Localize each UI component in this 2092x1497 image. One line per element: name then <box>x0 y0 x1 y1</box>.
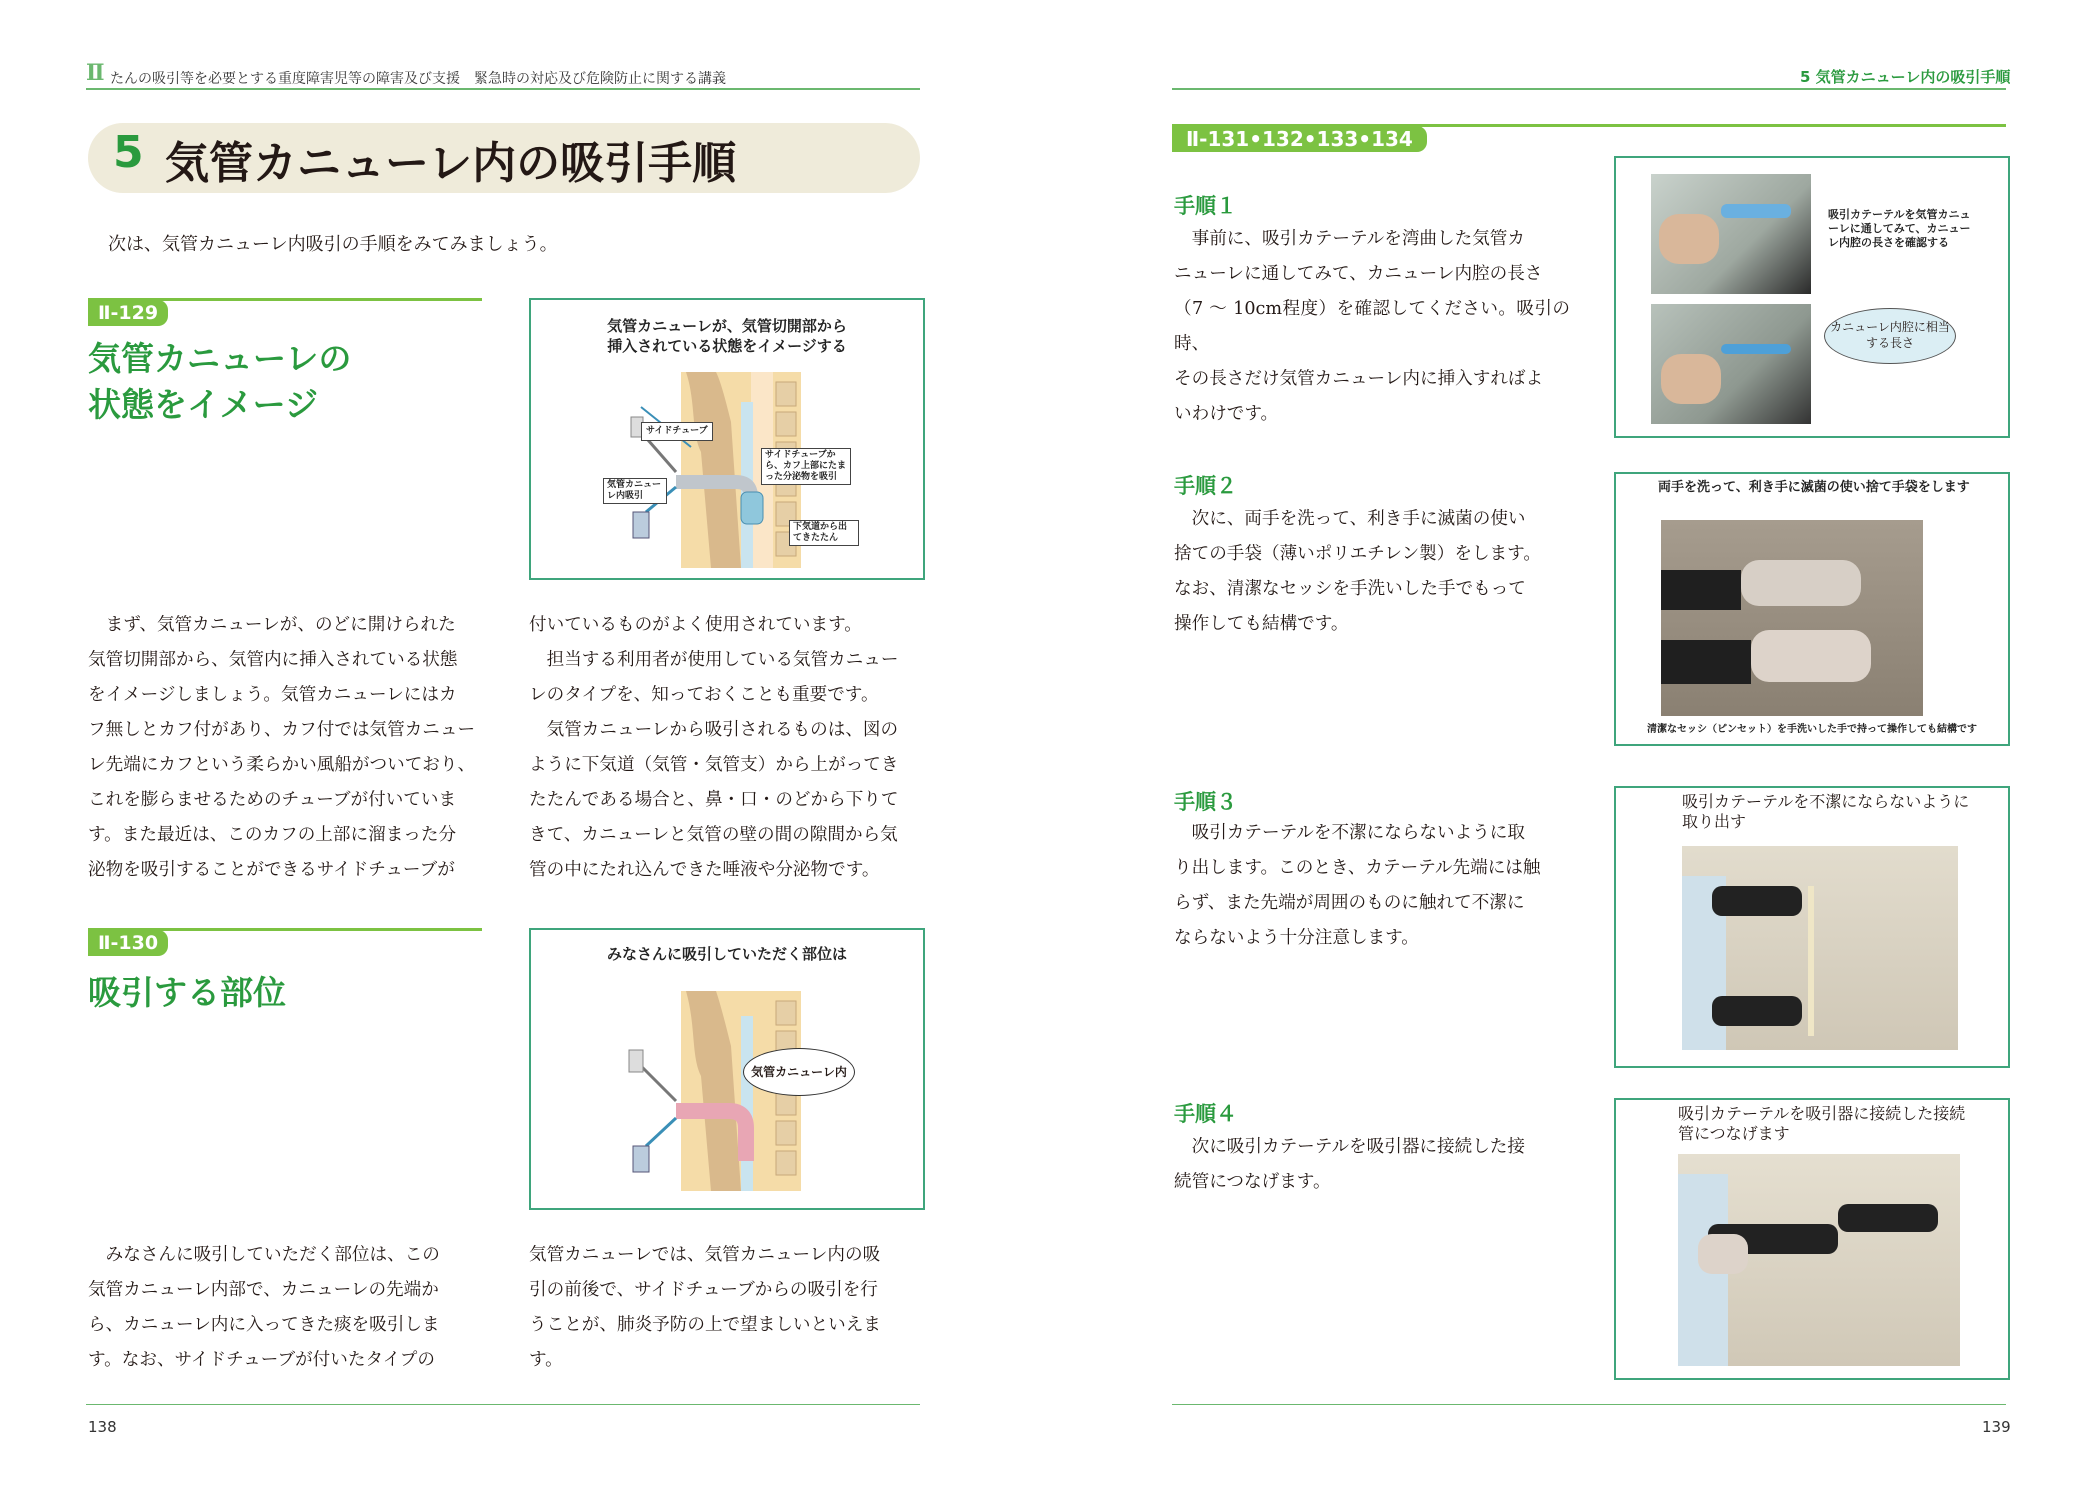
text-line: きて、カニューレと気管の壁の間の隙間から気 <box>529 825 898 845</box>
running-header-right: 5 気管カニューレ内の吸引手順 <box>1800 68 2011 86</box>
figure-cannula-state <box>529 298 925 580</box>
text-line: なお、清潔なセッシを手洗いした手でもって <box>1174 579 1526 599</box>
text-line: これを膨らませるためのチューブが付いていま <box>88 790 457 810</box>
text-line: 気管切開部から、気管内に挿入されている状態 <box>88 650 458 670</box>
tube-shape <box>1721 344 1791 354</box>
text-line: らず、また先端が周囲のものに触れて不潔に <box>1174 893 1525 913</box>
step2-figure <box>1614 472 2010 746</box>
sleeve-shape <box>1661 640 1751 684</box>
text-line: 担当する利用者が使用している気管カニュー <box>546 650 899 670</box>
step3-text <box>1174 816 1570 956</box>
footer-rule-left <box>86 1404 920 1405</box>
text-line: す。また最近は、このカフの上部に溜まった分 <box>88 825 457 845</box>
section129-column1 <box>88 608 488 888</box>
photo-catheter-through-cannula <box>1651 174 1811 294</box>
step1-note: 吸引カテーテルを気管カニューレに通してみて、カニューレ内腔の長さを確認する <box>1828 208 1971 249</box>
text-line: り出します。このとき、カテーテル先端には触 <box>1174 858 1541 878</box>
glove-shape <box>1741 560 1861 606</box>
photo-remove-catheter <box>1682 846 1958 1050</box>
step2-text <box>1174 502 1570 642</box>
callout-text: 気管カニューレ内 <box>751 1065 847 1079</box>
callout-bubble <box>743 1048 855 1096</box>
text-line: いわけです。 <box>1174 404 1279 424</box>
figure-suction-site <box>529 928 925 1210</box>
page-number-right: 139 <box>1982 1418 2011 1436</box>
section-heading-129-line1: 気管カニューレの <box>88 339 352 378</box>
text-line: 管の中にたれ込んできた唾液や分泌物です。 <box>529 860 880 880</box>
page-title: 気管カニューレ内の吸引手順 <box>165 138 737 189</box>
step2-bottom-caption: 清潔なセッシ（ピンセット）を手洗いした手で持って操作しても結構です <box>1647 724 1977 735</box>
step4-text <box>1174 1130 1570 1200</box>
section-tag-131-134: Ⅱ-131•132•133•134 <box>1172 126 1427 152</box>
section-heading-129-line2: 状態をイメージ <box>88 385 319 424</box>
text-line: ら、カニューレ内に入ってきた痰を吸引しま <box>88 1315 440 1335</box>
glove-shape <box>1698 1234 1748 1274</box>
text-line: 続管につなげます。 <box>1174 1172 1331 1192</box>
section130-column1 <box>88 1238 488 1378</box>
hand-shape <box>1661 354 1721 404</box>
text-line: レ先端にカフという柔らかい風船がついており、 <box>88 755 476 775</box>
step4-title: 手順４ <box>1174 1102 1237 1126</box>
text-line: す。なお、サイドチューブが付いたタイプの <box>88 1350 435 1370</box>
text-line: レのタイプを、知っておくことも重要です。 <box>529 685 879 705</box>
arm-shape <box>1838 1204 1938 1232</box>
text-line: まず、気管カニューレが、のどに開けられた <box>105 615 456 635</box>
text-line: 引の前後で、サイドチューブからの吸引を行 <box>529 1280 878 1300</box>
running-header-left: たんの吸引等を必要とする重度障害児等の障害及び支援 緊急時の対応及び危険防止に関する講義 <box>110 71 726 87</box>
step1-title: 手順１ <box>1174 194 1237 218</box>
sleeve-shape <box>1661 570 1741 610</box>
step4-caption: 吸引カテーテルを吸引器に接続した接続管につなげます <box>1678 1104 1966 1143</box>
section-heading-130: 吸引する部位 <box>88 973 286 1012</box>
step1-callout-text: カニューレ内腔に相当する長さ <box>1830 320 1950 350</box>
text-line: す。 <box>529 1350 563 1370</box>
text-line: たたんである場合と、鼻・口・のどから下りて <box>529 790 899 810</box>
step3-caption: 吸引カテーテルを不潔にならないように取り出す <box>1682 792 1970 831</box>
arm-shape <box>1712 996 1802 1026</box>
text-line: 次に、両手を洗って、利き手に滅菌の使い <box>1191 509 1526 529</box>
catheter-shape <box>1721 204 1791 218</box>
text-line: をイメージしましょう。気管カニューレにはカ <box>88 685 457 705</box>
header-rule-left <box>86 88 920 90</box>
text-line: 次に吸引カテーテルを吸引器に接続した接 <box>1191 1137 1525 1157</box>
page-number-left: 138 <box>88 1418 117 1436</box>
photo-gloved-hands <box>1661 520 1923 716</box>
text-line: 事前に、吸引カテーテルを湾曲した気管カ <box>1191 229 1525 249</box>
text-line: 泌物を吸引することができるサイドチューブが <box>88 860 455 880</box>
step3-title: 手順３ <box>1174 790 1237 814</box>
text-line: みなさんに吸引していただく部位は、この <box>105 1245 440 1265</box>
step4-figure <box>1614 1098 2010 1380</box>
step2-top-caption: 両手を洗って、利き手に滅菌の使い捨て手袋をします <box>1658 480 1970 495</box>
text-line: （7 ～ 10cm程度）を確認してください。吸引の時、 <box>1174 299 1570 354</box>
figure-caption-line1: 気管カニューレが、気管切開部から <box>607 317 847 335</box>
footer-rule-right <box>1172 1404 2006 1405</box>
text-line: 気管カニューレから吸引されるものは、図の <box>546 720 899 740</box>
text-line: その長さだけ気管カニューレ内に挿入すればよ <box>1174 369 1544 389</box>
section129-column2 <box>529 608 929 888</box>
step1-text <box>1174 222 1570 432</box>
label-lower-airway: 下気道から出てきたたん <box>789 520 859 546</box>
label-side-tube-secretion: サイドチューブから、カフ上部にたまった分泌物を吸引 <box>761 448 851 485</box>
section-tag-129: Ⅱ-129 <box>88 300 168 326</box>
label-side-tube: サイドチューブ <box>641 422 713 441</box>
figure-caption: みなさんに吸引していただく部位は <box>606 945 847 963</box>
text-line: 捨ての手袋（薄いポリエチレン製）をします。 <box>1174 544 1541 564</box>
intro-text: 次は、気管カニューレ内吸引の手順をみてみましょう。 <box>108 234 558 255</box>
step2-title: 手順２ <box>1174 474 1237 498</box>
text-line: ように下気道（気管・気管支）から上がってき <box>529 755 899 775</box>
hand-shape <box>1659 214 1719 264</box>
step3-figure <box>1614 786 2010 1068</box>
text-line: 吸引カテーテルを不潔にならないように取 <box>1191 823 1525 843</box>
photo-connect-catheter <box>1678 1154 1960 1366</box>
chapter-number: 5 <box>113 127 144 178</box>
text-line: うことが、肺炎予防の上で望ましいといえま <box>529 1315 881 1335</box>
text-line: 操作しても結構です。 <box>1174 614 1349 634</box>
photo-measure-length <box>1651 304 1811 424</box>
section-tag-130: Ⅱ-130 <box>88 930 168 956</box>
part-mark: Ⅱ <box>86 60 105 85</box>
catheter-shape <box>1808 886 1814 1036</box>
glove-shape <box>1751 630 1871 682</box>
text-line: ならないよう十分注意します。 <box>1174 928 1419 948</box>
arm-shape <box>1712 886 1802 916</box>
header-rule-right <box>1172 88 2006 90</box>
section130-column2 <box>529 1238 929 1378</box>
figure-caption-line2: 挿入されている状態をイメージする <box>607 337 847 355</box>
text-line: フ無しとカフ付があり、カフ付では気管カニュー <box>88 720 476 740</box>
step1-callout-bubble <box>1824 308 1956 364</box>
text-line: 付いているものがよく使用されています。 <box>529 615 862 635</box>
text-line: 気管カニューレ内部で、カニューレの先端か <box>88 1280 439 1300</box>
text-line: 気管カニューレでは、気管カニューレ内の吸 <box>529 1245 881 1265</box>
label-cannula-suction: 気管カニューレ内吸引 <box>603 478 667 504</box>
text-line: ニューレに通してみて、カニューレ内腔の長さ <box>1174 264 1543 284</box>
step1-figure <box>1614 156 2010 438</box>
